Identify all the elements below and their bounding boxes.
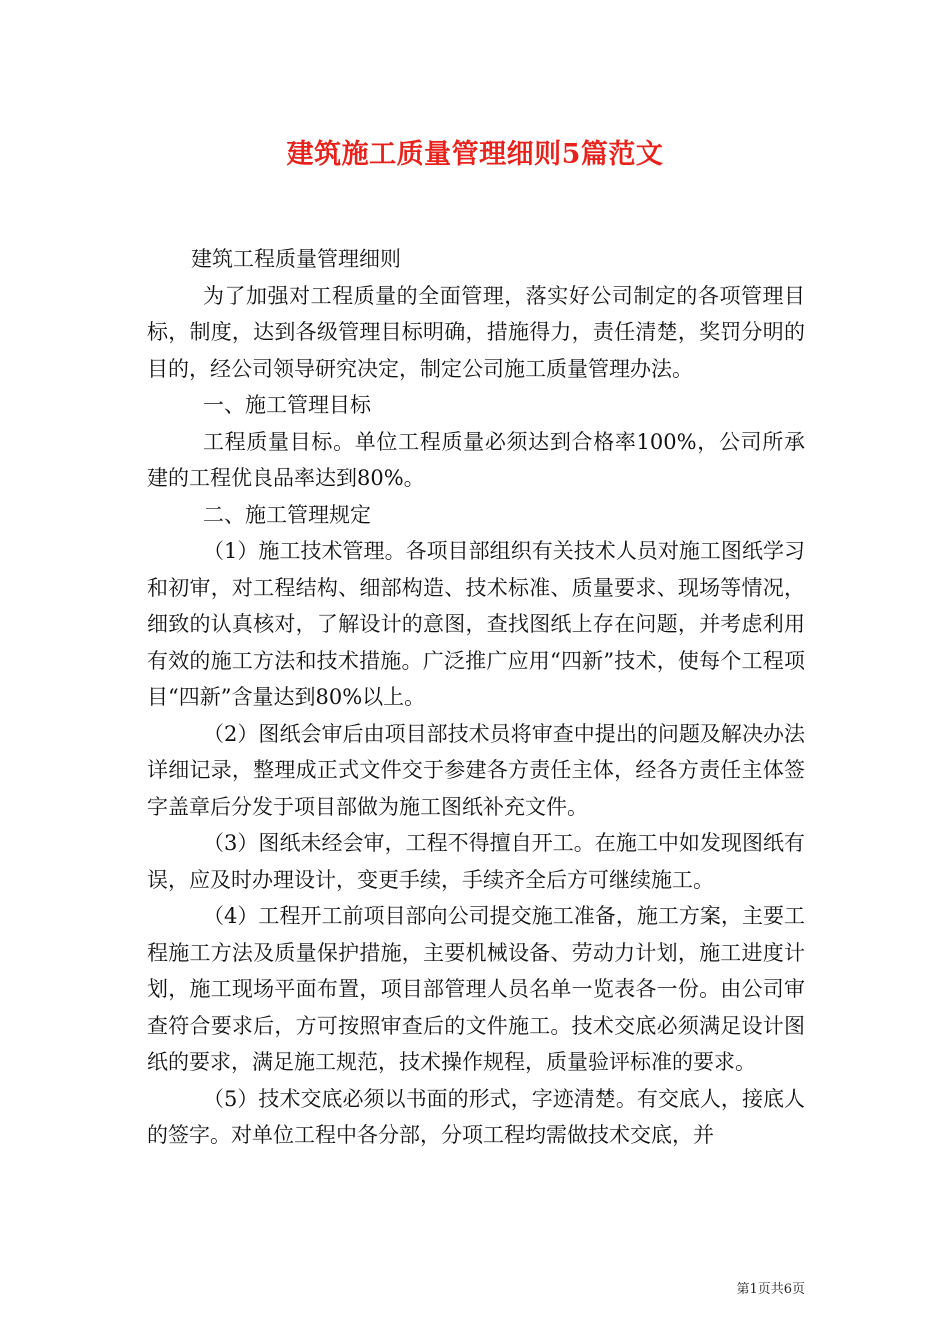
heading-management-rules: 二、施工管理规定: [203, 502, 371, 527]
page-number: 第1页共6页: [736, 1282, 805, 1297]
heading-management-goals: 一、施工管理目标: [203, 393, 371, 417]
paragraph-quality-goals: 工程质量目标。单位工程质量必须达到合格率100%，公司所承建的工程优良品率达到80%。: [147, 429, 805, 490]
paragraph-rule-1: （1）施工技术管理。各项目部组织有关技术人员对施工图纸学习和初审，对工程结构、细部构造、技术标准、质量要求、现场等情况，细致的认真核对，了解设计的意图，查找图纸上存在问题，并考虑利用有效的施工方法和技术措施。广泛推广应用“四新”技术，使每个工程项目“四新”含量达到80%以上。: [147, 539, 805, 709]
section-heading: 建筑工程质量管理细则: [191, 247, 401, 271]
paragraph-rule-2: （2）图纸会审后由项目部技术员将审查中提出的问题及解决办法详细记录，整理成正式文件交于参建各方责任主体，经各方责任主体签字盖章后分发于项目部做为施工图纸补充文件。: [147, 721, 805, 819]
paragraph-rule-4: （4）工程开工前项目部向公司提交施工准备，施工方案，主要工程施工方法及质量保护措施，主要机械设备、劳动力计划，施工进度计划，施工现场平面布置，项目部管理人员名单一览表各一份。由公司审查符合要求后，方可按照审查后的文件施工。技术交底必须满足设计图纸的要求，满足施工规范，技术操作规程，质量验评标准的要求。: [147, 904, 805, 1074]
paragraph-rule-5: （5）技术交底必须以书面的形式，字迹清楚。有交底人，接底人的签字。对单位工程中各分部，分项工程均需做技术交底，并: [147, 1086, 805, 1147]
document-body: [147, 241, 805, 1154]
intro-paragraph: 为了加强对工程质量的全面管理，落实好公司制定的各项管理目标，制度，达到各级管理目标明确，措施得力，责任清楚，奖罚分明的目的，经公司领导研究决定，制定公司施工质量管理办法。: [147, 283, 805, 381]
paragraph-rule-3: （3）图纸未经会审，工程不得擅自开工。在施工中如发现图纸有误，应及时办理设计，变更手续，手续齐全后方可继续施工。: [147, 831, 805, 892]
document-title: 建筑施工质量管理细则5篇范文: [286, 139, 664, 170]
